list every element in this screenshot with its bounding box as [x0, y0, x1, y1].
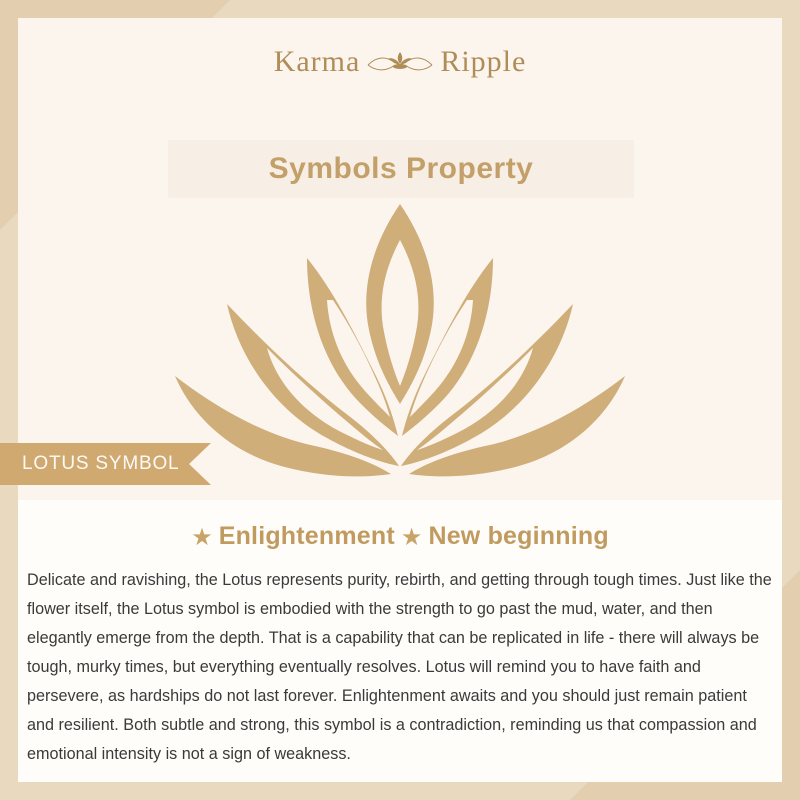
brand-word-left: Karma: [273, 45, 361, 78]
ribbon-tail: [189, 443, 211, 485]
star-icon-middle: ★: [400, 523, 423, 551]
lotus-flower-icon: [165, 196, 635, 496]
page-title: Symbols Property: [268, 152, 534, 185]
lotus-ornament-icon: [364, 44, 436, 80]
headline-row: [18, 522, 782, 551]
brand-row: [274, 44, 527, 80]
brand-word-right: Ripple: [440, 45, 527, 78]
ribbon-body: [0, 443, 189, 485]
title-band: [168, 140, 634, 198]
ribbon-label: LOTUS SYMBOL: [22, 453, 180, 474]
ribbon-lotus-symbol: [0, 443, 211, 485]
star-icon-left: ★: [191, 523, 213, 551]
headline-word-new-beginning: New beginning: [428, 522, 609, 550]
headline-word-enlightenment: Enlightenment: [218, 522, 395, 550]
brand-lockup: [0, 44, 800, 80]
body-paragraph: Delicate and ravishing, the Lotus represents purity, rebirth, and getting through tough times. Just like the flower itself, the Lotus symbol is embodied with the strength to go past the mud, water, and then elegantly emerge from the depth. That is a capability that can be replicated in life - there will always be tough, murky times, but everything eventually resolves. Lotus will remind you to have faith and persevere, as hardships do not last forever. Enlightenment awaits and you should just remain patient and resilient. Both subtle and strong, this symbol is a contradiction, reminding us that compassion and emotional intensity is not a sign of weakness.: [27, 571, 772, 763]
body-panel: [18, 500, 782, 782]
